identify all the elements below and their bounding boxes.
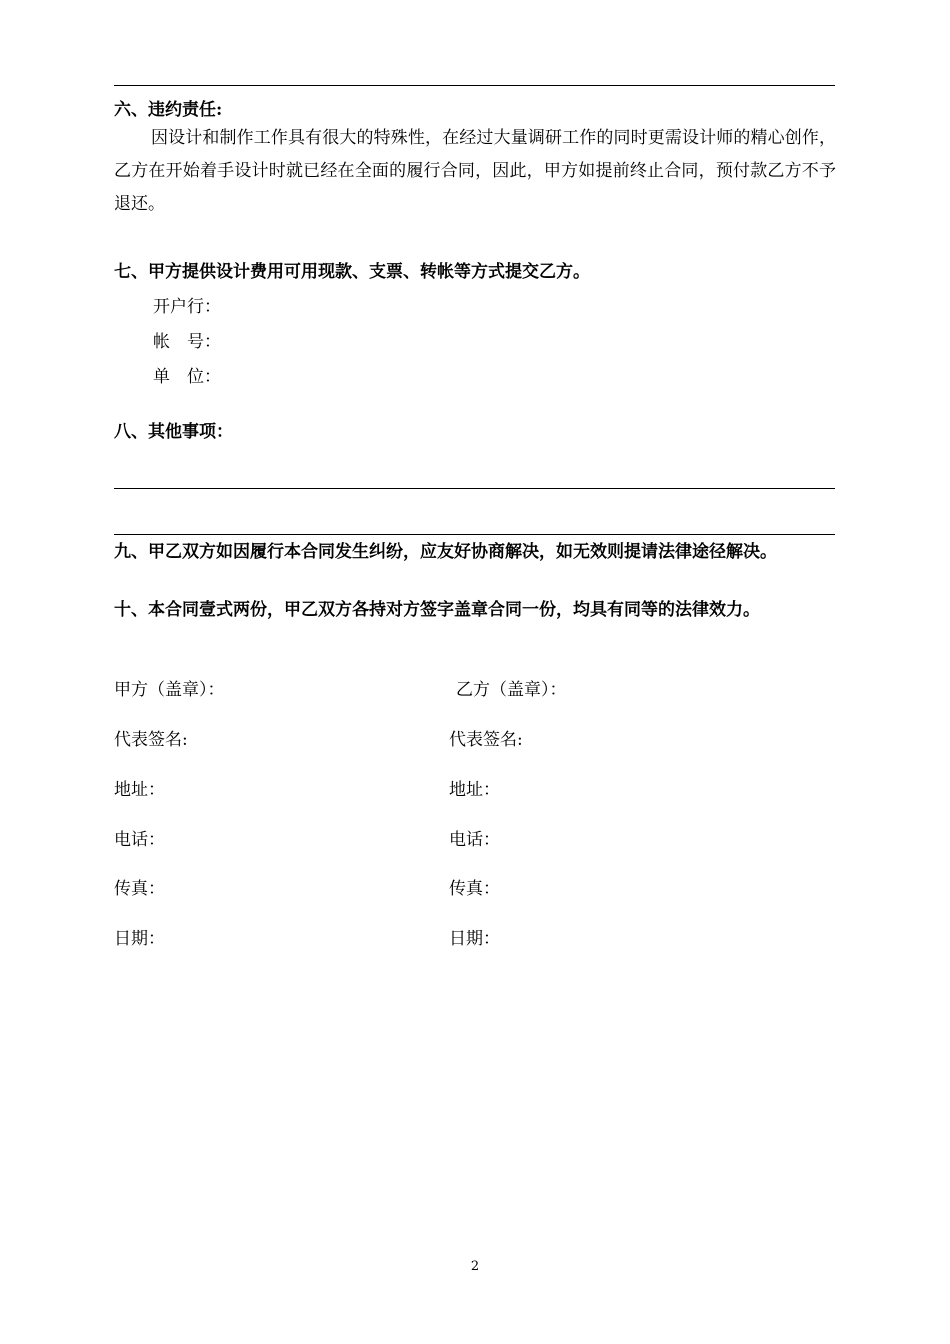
section-8-heading: 八、其他事项： <box>114 422 233 442</box>
party-a-address: 地址： <box>114 780 165 800</box>
party-a-rep: 代表签名: <box>114 730 188 750</box>
party-b-fax: 传真： <box>449 879 500 899</box>
section-10-text: 十、本合同壹式两份，甲乙双方各持对方签字盖章合同一份，均具有同等的法律效力。 <box>114 600 760 620</box>
section-6-heading: 六、违约责任: <box>114 100 223 120</box>
party-b-address: 地址： <box>449 780 500 800</box>
unit-label: 单 位： <box>153 367 221 387</box>
party-b-title: 乙方（盖章）： <box>456 680 567 700</box>
page-number: 2 <box>470 1259 480 1274</box>
party-a-phone: 电话： <box>114 830 165 850</box>
party-a-date: 日期： <box>114 929 165 949</box>
section-6-body: 因设计和制作工作具有很大的特殊性，在经过大量调研工作的同时更需设计师的精心创作，乙方在开始着手设计时就已经在全面的履行合同，因此，甲方如提前终止合同，预付款乙方不予退还。 <box>114 128 836 214</box>
section-9-text: 九、甲乙双方如因履行本合同发生纠纷，应友好协商解决，如无效则提请法律途径解决。 <box>114 542 777 562</box>
party-a-title: 甲方（盖章）： <box>114 680 225 700</box>
top-rule <box>114 85 835 86</box>
party-b-phone: 电话： <box>449 830 500 850</box>
party-a-fax: 传真： <box>114 879 165 899</box>
blank-line-2 <box>114 534 835 535</box>
party-b-rep: 代表签名: <box>449 730 523 750</box>
section-7-heading: 七、甲方提供设计费用可用现款、支票、转帐等方式提交乙方。 <box>114 262 590 282</box>
bank-label: 开户行： <box>153 297 221 317</box>
account-label: 帐 号： <box>153 332 221 352</box>
party-b-date: 日期： <box>449 929 500 949</box>
blank-line-1 <box>114 488 835 489</box>
